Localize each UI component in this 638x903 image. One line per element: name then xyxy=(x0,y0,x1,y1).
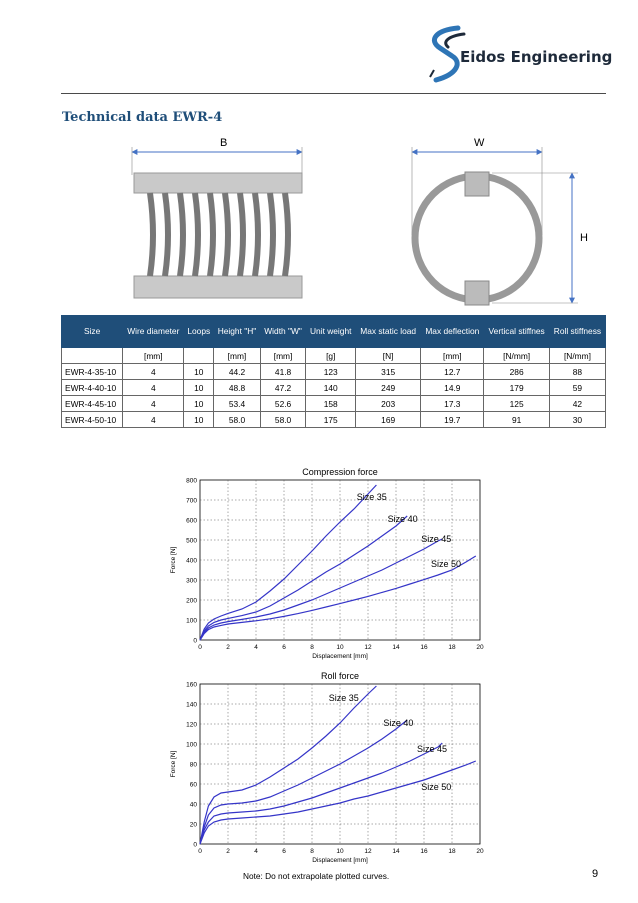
y-tick-label: 100 xyxy=(186,617,197,625)
x-tick-label: 0 xyxy=(198,848,202,855)
table-cell: 4 xyxy=(123,396,184,412)
table-cell: 91 xyxy=(484,412,549,428)
x-tick-label: 16 xyxy=(420,644,428,651)
y-tick-label: 0 xyxy=(193,841,197,849)
x-tick-label: 10 xyxy=(336,644,344,651)
table-cell: 315 xyxy=(356,364,421,380)
table-cell: 48.8 xyxy=(214,380,261,396)
col-header: Height "H" xyxy=(214,316,261,348)
x-tick-label: 10 xyxy=(336,848,344,855)
table-cell: [mm] xyxy=(260,348,306,364)
series-annotation: Size 35 xyxy=(356,492,387,502)
table-cell: 4 xyxy=(123,380,184,396)
x-axis-label: Displacement [mm] xyxy=(312,653,368,660)
table-cell: 10 xyxy=(184,396,214,412)
y-axis-label: Force [N] xyxy=(170,750,177,778)
units-row xyxy=(62,348,606,364)
table-cell: 88 xyxy=(549,364,605,380)
x-tick-label: 12 xyxy=(364,848,372,855)
series-annotation: Size 50 xyxy=(431,559,462,569)
series-annotation: Size 35 xyxy=(328,693,359,703)
compression-force-chart xyxy=(160,462,485,662)
table-cell: 175 xyxy=(306,412,356,428)
spec-table xyxy=(61,315,606,428)
table-cell: 30 xyxy=(549,412,605,428)
table-cell: 41.8 xyxy=(260,364,306,380)
table-cell: EWR-4-50-10 xyxy=(62,412,123,428)
y-tick-label: 140 xyxy=(186,701,197,709)
dimension-b-label: B xyxy=(220,137,228,149)
series-annotation: Size 40 xyxy=(383,718,414,728)
table-cell xyxy=(62,348,123,364)
table-cell: 44.2 xyxy=(214,364,261,380)
table-cell: 123 xyxy=(306,364,356,380)
table-cell: [mm] xyxy=(214,348,261,364)
col-header: Width "W" xyxy=(260,316,306,348)
series-annotation: Size 50 xyxy=(421,782,452,792)
x-tick-label: 8 xyxy=(310,644,314,651)
table-cell: 58.0 xyxy=(260,412,306,428)
x-tick-label: 6 xyxy=(282,644,286,651)
table-cell: 169 xyxy=(356,412,421,428)
col-header: Vertical stiffnes xyxy=(484,316,549,348)
table-cell: 249 xyxy=(356,380,421,396)
table-header-row xyxy=(62,316,606,348)
eidos-s-logo-icon xyxy=(430,28,464,80)
series-annotation: Size 40 xyxy=(387,514,418,524)
x-axis-label: Displacement [mm] xyxy=(312,857,368,864)
front-view xyxy=(412,137,588,305)
series-annotation: Size 45 xyxy=(417,744,448,754)
x-tick-label: 2 xyxy=(226,848,230,855)
col-header: Loops xyxy=(184,316,214,348)
table-cell: [N/mm] xyxy=(549,348,605,364)
table-cell: 19.7 xyxy=(421,412,484,428)
page-number: 9 xyxy=(592,868,599,880)
table-row xyxy=(62,364,606,380)
table-cell: 158 xyxy=(306,396,356,412)
x-tick-label: 16 xyxy=(420,848,428,855)
col-header: Wire diameter xyxy=(123,316,184,348)
table-cell: [mm] xyxy=(421,348,484,364)
y-axis-label: Force [N] xyxy=(170,546,177,574)
x-tick-label: 2 xyxy=(226,644,230,651)
x-tick-label: 4 xyxy=(254,848,258,855)
table-cell: 53.4 xyxy=(214,396,261,412)
table-cell: 10 xyxy=(184,412,214,428)
y-tick-label: 160 xyxy=(186,681,197,689)
series-annotation: Size 45 xyxy=(421,534,452,544)
dimension-h-label: H xyxy=(580,232,588,244)
roll-force-chart xyxy=(160,666,485,866)
table-cell: [mm] xyxy=(123,348,184,364)
y-tick-label: 500 xyxy=(186,537,197,545)
table-cell: 140 xyxy=(306,380,356,396)
x-tick-label: 14 xyxy=(392,848,400,855)
table-cell: EWR-4-35-10 xyxy=(62,364,123,380)
y-tick-label: 700 xyxy=(186,497,197,505)
table-row xyxy=(62,412,606,428)
y-tick-label: 100 xyxy=(186,741,197,749)
x-tick-label: 18 xyxy=(448,848,456,855)
table-cell: 59 xyxy=(549,380,605,396)
col-header: Size xyxy=(62,316,123,348)
table-cell: [N] xyxy=(356,348,421,364)
table-cell: 286 xyxy=(484,364,549,380)
side-view xyxy=(132,137,302,298)
table-cell: 52.6 xyxy=(260,396,306,412)
table-cell: 203 xyxy=(356,396,421,412)
table-cell: 17.3 xyxy=(421,396,484,412)
company-name: Eidos Engineering xyxy=(460,48,613,66)
page-title: Technical data EWR-4 xyxy=(62,110,223,125)
table-cell: 42 xyxy=(549,396,605,412)
y-tick-label: 60 xyxy=(189,781,197,789)
col-header: Max static load xyxy=(356,316,421,348)
table-cell: 58.0 xyxy=(214,412,261,428)
y-tick-label: 600 xyxy=(186,517,197,525)
x-tick-label: 18 xyxy=(448,644,456,651)
table-cell xyxy=(184,348,214,364)
col-header: Roll stiffness xyxy=(549,316,605,348)
x-tick-label: 8 xyxy=(310,848,314,855)
dimension-w-label: W xyxy=(474,137,485,149)
table-cell: 4 xyxy=(123,364,184,380)
x-tick-label: 20 xyxy=(476,644,484,651)
table-cell: EWR-4-40-10 xyxy=(62,380,123,396)
spring-drawing xyxy=(120,135,600,310)
y-tick-label: 200 xyxy=(186,597,197,605)
y-tick-label: 0 xyxy=(193,637,197,645)
table-cell: [N/mm] xyxy=(484,348,549,364)
table-cell: 125 xyxy=(484,396,549,412)
table-cell: 179 xyxy=(484,380,549,396)
y-tick-label: 120 xyxy=(186,721,197,729)
y-tick-label: 400 xyxy=(186,557,197,565)
y-tick-label: 800 xyxy=(186,477,197,485)
table-cell: 4 xyxy=(123,412,184,428)
table-cell: 10 xyxy=(184,380,214,396)
y-tick-label: 80 xyxy=(189,761,197,769)
y-tick-label: 20 xyxy=(189,821,197,829)
table-cell: 14.9 xyxy=(421,380,484,396)
chart-title: Compression force xyxy=(302,467,378,477)
x-tick-label: 20 xyxy=(476,848,484,855)
table-cell: EWR-4-45-10 xyxy=(62,396,123,412)
x-tick-label: 4 xyxy=(254,644,258,651)
header-rule xyxy=(61,93,606,94)
table-row xyxy=(62,380,606,396)
table-cell: 12.7 xyxy=(421,364,484,380)
x-tick-label: 0 xyxy=(198,644,202,651)
x-tick-label: 6 xyxy=(282,848,286,855)
col-header: Max deflection xyxy=(421,316,484,348)
table-cell: [g] xyxy=(306,348,356,364)
table-cell: 10 xyxy=(184,364,214,380)
col-header: Unit weight xyxy=(306,316,356,348)
table-cell: 47.2 xyxy=(260,380,306,396)
chart-title: Roll force xyxy=(320,671,360,681)
table-row xyxy=(62,396,606,412)
x-tick-label: 12 xyxy=(364,644,372,651)
footer-note: Note: Do not extrapolate plotted curves. xyxy=(243,871,390,881)
x-tick-label: 14 xyxy=(392,644,400,651)
y-tick-label: 40 xyxy=(189,801,197,809)
y-tick-label: 300 xyxy=(186,577,197,585)
